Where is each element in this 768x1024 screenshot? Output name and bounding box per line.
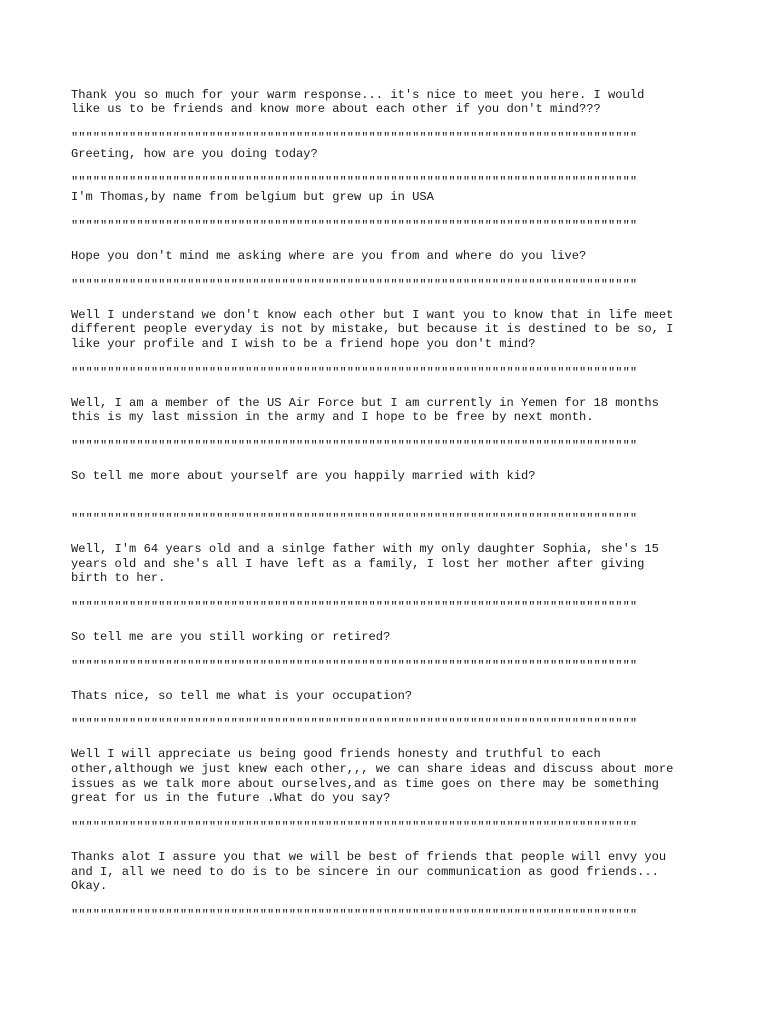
message-line: Well, I'm 64 years old and a sinlge father with my only daughter Sophia, she's 15 [71,542,659,556]
message-line: So tell me more about yourself are you happily married with kid? [71,469,536,483]
message-line: Greeting, how are you doing today? [71,147,318,161]
message-line: Thanks alot I assure you that we will be best of friends that people will envy you [71,850,667,864]
message-line: and I, all we need to do is to be sincere in our communication as good friends... [71,865,659,879]
message-line: like your profile and I wish to be a friend hope you don't mind? [71,337,536,351]
message-line: birth to her. [71,571,166,585]
separator-line: """""""""""""""""""""""""""""""""""""""""""""""""""""""""""""""""""""""""""""" [71,366,638,380]
separator-line: """""""""""""""""""""""""""""""""""""""""""""""""""""""""""""""""""""""""""""" [71,278,638,292]
separator-line: """""""""""""""""""""""""""""""""""""""""""""""""""""""""""""""""""""""""""""" [71,131,638,145]
message-line: other,although we just knew each other,,, we can share ideas and discuss about more [71,762,674,776]
message-line: Thats nice, so tell me what is your occupation? [71,689,413,703]
message-line: years old and she's all I have left as a family, I lost her mother after giving [71,557,645,571]
separator-line: """""""""""""""""""""""""""""""""""""""""""""""""""""""""""""""""""""""""""""" [71,175,638,189]
message-line: great for us in the future .What do you say? [71,791,391,805]
message-line: Well, I am a member of the US Air Force but I am currently in Yemen for 18 months [71,396,659,410]
separator-line: """""""""""""""""""""""""""""""""""""""""""""""""""""""""""""""""""""""""""""" [71,439,638,453]
message-line: Hope you don't mind me asking where are you from and where do you live? [71,249,587,263]
message-line: Okay. [71,879,108,893]
message-line: issues as we talk more about ourselves,and as time goes on there may be something [71,777,659,791]
message-line: Thank you so much for your warm response... it's nice to meet you here. I would [71,88,645,102]
separator-line: """""""""""""""""""""""""""""""""""""""""""""""""""""""""""""""""""""""""""""" [71,219,638,233]
separator-line: """""""""""""""""""""""""""""""""""""""""""""""""""""""""""""""""""""""""""""" [71,820,638,834]
message-line: So tell me are you still working or retired? [71,630,391,644]
message-line: Well I understand we don't know each other but I want you to know that in life meet [71,308,674,322]
separator-line: """""""""""""""""""""""""""""""""""""""""""""""""""""""""""""""""""""""""""""" [71,659,638,673]
message-line: I'm Thomas,by name from belgium but grew up in USA [71,190,434,204]
message-line: Well I will appreciate us being good friends honesty and truthful to each [71,747,601,761]
message-line: this is my last mission in the army and I hope to be free by next month. [71,410,594,424]
separator-line: """""""""""""""""""""""""""""""""""""""""""""""""""""""""""""""""""""""""""""" [71,600,638,614]
separator-line: """""""""""""""""""""""""""""""""""""""""""""""""""""""""""""""""""""""""""""" [71,717,638,731]
message-line: like us to be friends and know more about each other if you don't mind??? [71,102,601,116]
separator-line: """""""""""""""""""""""""""""""""""""""""""""""""""""""""""""""""""""""""""""" [71,512,638,526]
separator-line: """""""""""""""""""""""""""""""""""""""""""""""""""""""""""""""""""""""""""""" [71,908,638,922]
message-line: different people everyday is not by mistake, but because it is destined to be so, I [71,322,674,336]
